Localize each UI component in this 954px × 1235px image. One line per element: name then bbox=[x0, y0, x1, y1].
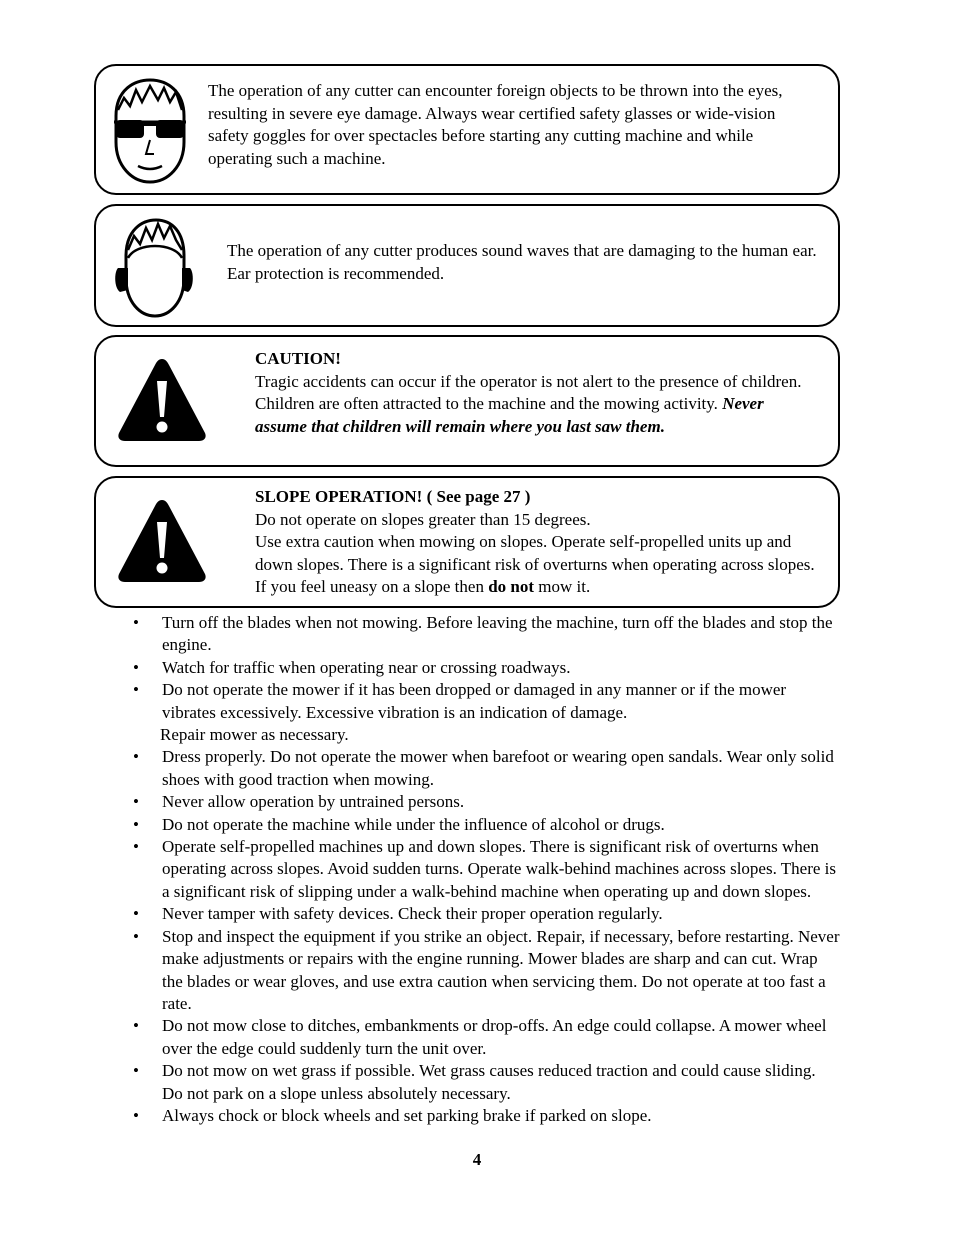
list-item: • Do not mow on wet grass if possible. Wet grass causes reduced traction and could cause sliding. Do not park on a slope unless absolutely necessary. bbox=[133, 1061, 816, 1103]
list-item: • Do not operate the machine while under the influence of alcohol or drugs. bbox=[133, 814, 665, 834]
caution-heading: CAUTION! bbox=[255, 349, 341, 368]
ear-protection-text: The operation of any cutter produces sound waves that are damaging to the human ear. Ear protection is recommended. bbox=[227, 241, 817, 283]
list-item: • Stop and inspect the equipment if you strike an object. Repair, if necessary, before restarting. Never make adjustments or repairs with the engine running. Mower blades are sharp and can cut. Wrap the blades or wear gloves, and use extra caution when servicing them. Do not operate at too fast a rate. bbox=[133, 926, 840, 1013]
page-number: 4 bbox=[472, 1150, 482, 1169]
list-item: • Watch for traffic when operating near or crossing roadways. bbox=[133, 657, 571, 677]
list-item: • Dress properly. Do not operate the mower when barefoot or wearing open sandals. Wear only solid shoes with good traction when mowing. bbox=[133, 747, 834, 789]
eye-protection-notice bbox=[94, 64, 840, 195]
warning-triangle-icon bbox=[116, 355, 208, 450]
list-item: • Never tamper with safety devices. Check their proper operation regularly. bbox=[133, 904, 663, 924]
ear-protection-notice bbox=[94, 204, 840, 327]
list-item: • Do not operate the mower if it has been dropped or damaged in any manner or if the mower vibrates excessively. Excessive vibration is an indication of damage. Repair mower as necessary. bbox=[133, 680, 787, 745]
warning-triangle-icon bbox=[116, 496, 208, 591]
list-item: • Operate self-propelled machines up and down slopes. There is significant risk of overturns when operating across slopes. Avoid sudden turns. Operate walk-behind machines across slopes. There is a significant risk of slipping under a walk-behind machine when operating up and down slopes. bbox=[133, 837, 837, 901]
list-item: • Turn off the blades when not mowing. Before leaving the machine, turn off the blades and stop the engine. bbox=[133, 613, 833, 655]
caution-children-text: CAUTION! Tragic accidents can occur if the operator is not alert to the presence of children. Children are often attracted to the machine and the mowing activity. Never assume that children will remain where you last saw them. bbox=[255, 348, 815, 438]
slope-operation-notice bbox=[94, 476, 840, 608]
face-with-safety-glasses-icon bbox=[110, 76, 190, 191]
list-item: • Never allow operation by untrained persons. bbox=[133, 792, 465, 812]
slope-operation-text: SLOPE OPERATION! ( See page 27 ) Do not operate on slopes greater than 15 degrees. Use extra caution when mowing on slopes. Operate self-propelled units up and down slopes. There is a significant risk of overturns when operating across slopes. If you feel uneasy on a slope then do not mow it. bbox=[255, 486, 825, 599]
list-item: • Do not mow close to ditches, embankments or drop-offs. An edge could collapse. A mower wheel over the edge could suddenly turn the unit over. bbox=[133, 1016, 827, 1058]
eye-protection-text: The operation of any cutter can encounter foreign objects to be thrown into the eyes, resulting in severe eye damage. Always wear certified safety glasses or wide-vision safety goggles for over spectacles before starting any cutting machine and while operating such a machine. bbox=[208, 81, 783, 168]
caution-children-notice bbox=[94, 335, 840, 467]
caution-emphasis: Never assume that children will remain where you last saw them. bbox=[255, 394, 764, 436]
list-item: • Always chock or block wheels and set parking brake if parked on slope. bbox=[133, 1105, 652, 1125]
safety-bullet-list bbox=[130, 612, 840, 1127]
slope-heading: SLOPE OPERATION! ( See page 27 ) bbox=[255, 487, 531, 506]
face-with-ear-protection-icon bbox=[114, 216, 194, 325]
